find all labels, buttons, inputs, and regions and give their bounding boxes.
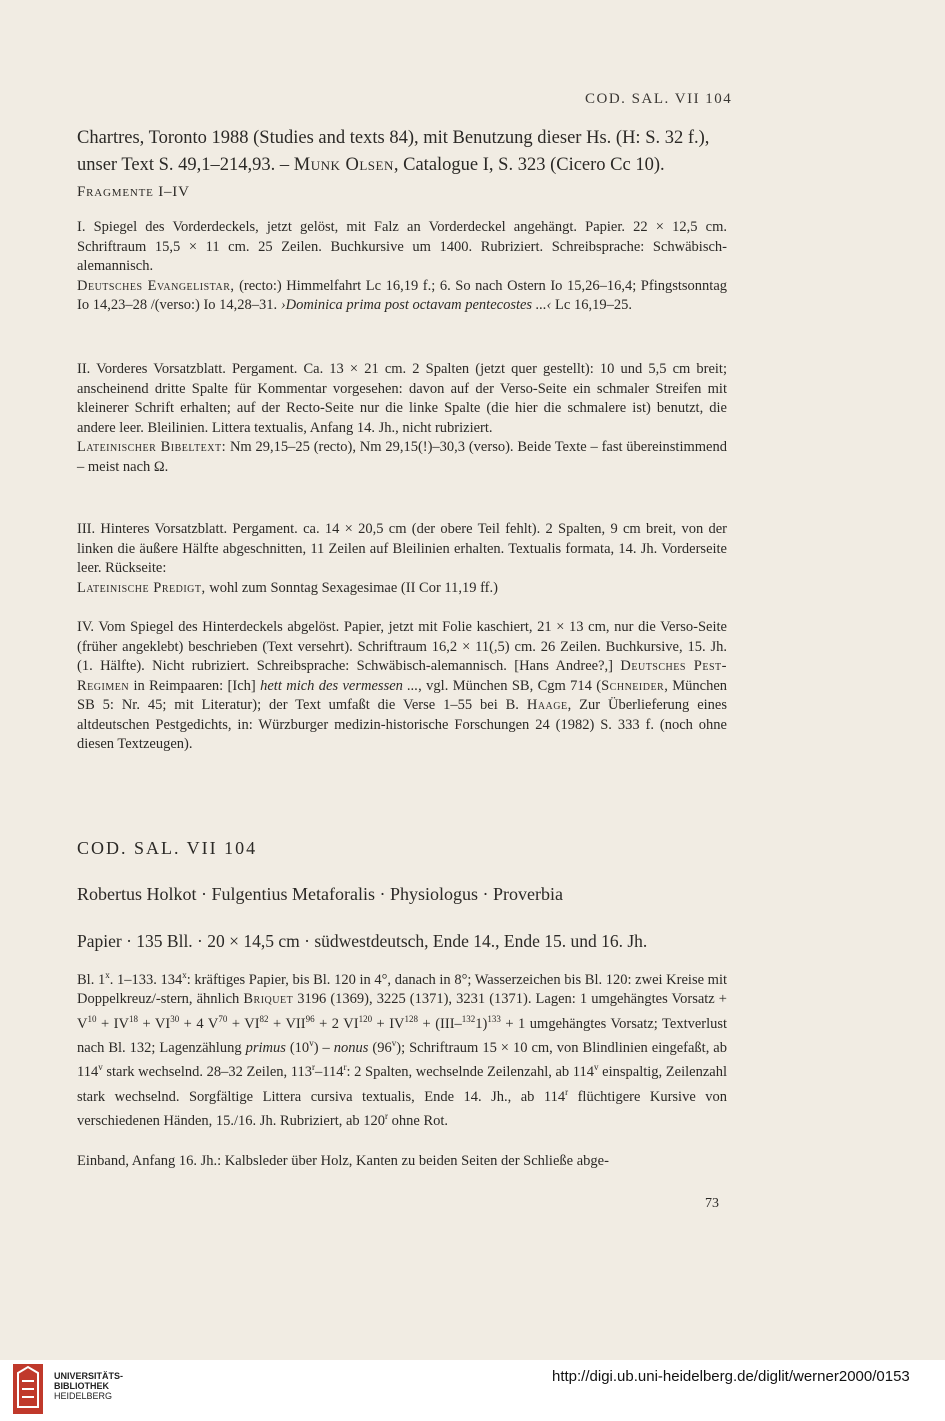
fragment-4-text-2: in Reimpaaren: [Ich] <box>129 677 261 694</box>
footer-bar <box>0 1360 945 1421</box>
reference-line-2-pre: unser Text S. 49,1–214,93. – <box>77 155 294 175</box>
fragment-4-work: Deutsches Pest-Regimen <box>77 658 727 694</box>
fragment-1-content: (recto:) Himmelfahrt Lc 16,19 f.; 6. So nach Ostern Io 15,26–16,4; Pfingstsonntag Io 14,23–28 /(verso:) Io 14,28–31. <box>77 277 728 313</box>
fragment-3-content: wohl zum Sonntag Sexagesimae (II Cor 11,19 ff.) <box>205 579 498 596</box>
reference-paragraph <box>77 125 727 179</box>
fragment-4 <box>77 618 727 755</box>
logo-line-1: UNIVERSITÄTS- <box>54 1371 124 1381</box>
fragment-1-text: I. Spiegel des Vorderdeckels, jetzt gelöst, mit Falz an Vorderdeckel angehängt. Papier. 22 × 12,5 cm. Schriftraum 15,5 × 11 cm. 25 Zeilen. Buchkursive um 1400. Rubriziert. Schreibsprache: Schwäbisch-alemannisch. <box>77 219 727 274</box>
logo-line-3: HEIDELBERG <box>54 1391 113 1401</box>
description-primus: primus <box>245 1039 286 1056</box>
description-text-3: : kräftiges Papier, bis Bl. 120 in 4°, danach in 8°; Wasserzeichen bis Bl. 120: zwei Kreise mit Doppelkreuz/-stern, ähnlich <box>77 971 727 1008</box>
fragment-1-incipit: ›Dominica prima post octavam pentecostes ...‹ <box>280 297 552 313</box>
description-text-1: Bl. 1 <box>77 971 106 988</box>
university-library-logo-icon <box>12 1363 44 1415</box>
fragment-3-work: Lateinische Predigt, <box>77 579 206 596</box>
description-text-4: 3196 (1369), 3225 (1371), 3231 (1371). Lagen: 1 umgehängtes Vorsatz + V <box>77 991 727 1032</box>
fragment-2-text: II. Vorderes Vorsatzblatt. Pergament. Ca. 13 × 21 cm. 2 Spalten (jetzt quer gestellt): 10 und 5,5 cm breit; anscheinend dritte Spalte für Kommentar vorgesehen: davon auf der Verso-Seite ein schmaler Streifen mit kleinerer Schrift erhalten; auf der Recto-Seite nur die linke Spalte (die hier die schmalere ist) benutzt, die andere leer. Bleilinien. Littera textualis, Anfang 14. Jh., nicht rubriziert. <box>77 361 727 436</box>
fragment-4-author-2: Haage <box>526 697 568 713</box>
codex-description: Bl. 1$^x$. 1–133. 134$^x$: kräftiges Papier, bis Bl. 120 in 4°, danach in 8°; Wasserzeichen bis Bl. 120: zwei Kreise mit Doppelkreuz/-stern, ähnlich Briquet 3196 (1369), 3225 (1371), 3231 (1371). Lagen: 1 umgehängtes Vorsatz + $V^{10} + IV^{18} + VI^{30} + 4$ $V^{70} + VI^{82} + VII^{96} + 2$ $VI^{120} + IV^{128} + (III-^{132}1)^{133} + 1$ umgehängtes Vorsatz; Textverlust nach Bl. 132; Lagenzählung primus (10$^v$) – nonus (96$^v$); Schriftraum 15 × 10 cm, von Blindlinien eingefaßt, ab 114$^v$ stark wechselnd. 28–32 Zeilen, 113$^r$–114$^r$: 2 Spalten, wechselnde Zeilenzahl, ab 114$^v$ einspaltig, Zeilenzahl stark wechselnd. Sorgfältige Littera cursiva textualis, Ende 14. Jh., ab 114$^r$ flüchtigere Kursive von verschiedenen Händen, 15./16. Jh. Rubriziert, ab 120$^r$ ohne Rot. <box>77 970 728 1129</box>
library-logo-text <box>54 1371 123 1401</box>
fragment-1 <box>77 218 727 316</box>
fragment-4-text-3: , vgl. München SB, Cgm 714 ( <box>418 677 602 694</box>
fragment-2-work: Lateinischer Bibeltext: <box>77 439 227 455</box>
codex-title: Robertus Holkot · Fulgentius Metaforalis · Physiologus · Proverbia <box>77 884 563 904</box>
fragment-4-incipit: hett mich des vermessen ... <box>260 677 419 694</box>
fragments-heading: Fragmente I–IV <box>77 184 190 200</box>
source-url-link[interactable]: http://digi.ub.uni-heidelberg.de/diglit/werner2000/0153 <box>552 1368 910 1385</box>
fragment-2 <box>77 360 727 477</box>
binding-text: Einband, Anfang 16. Jh.: Kalbsleder über Holz, Kanten zu beiden Seiten der Schließe abge- <box>77 1153 609 1169</box>
fragment-4-text: IV. Vom Spiegel des Hinterdeckels abgelöst. Papier, jetzt mit Folie kaschiert, 21 × 13 cm, nur die Verso-Seite (früher angeklebt) beschrieben (Text versehrt). Schriftraum 16,2 × 11(,5) cm. 26 Zeilen. Buchkursive, 15. Jh. (1. Hälfte). Nicht rubriziert. Schreibsprache: Schwäbisch-alemannisch. [Hans Andree?,] <box>77 619 727 674</box>
logo-line-2: BIBLIOTHEK <box>54 1381 109 1391</box>
fragment-1-end: Lc 16,19–25. <box>551 297 632 313</box>
reference-author: Munk Olsen <box>293 155 394 175</box>
reference-line-1: Chartres, Toronto 1988 (Studies and texts 84), mit Benutzung dieser Hs. (H: S. 32 f.), <box>77 128 710 148</box>
codex-meta: Papier · 135 Bll. · 20 × 14,5 cm · südwestdeutsch, Ende 14., Ende 15. und 16. Jh. <box>77 931 648 951</box>
reference-line-2-post: , Catalogue I, S. 323 (Cicero Cc 10). <box>393 155 665 175</box>
fragment-2-content: Nm 29,15–25 (recto), Nm 29,15(!)–30,3 (verso). Beide Texte – fast übereinstimmend – meist nach Ω. <box>77 439 727 475</box>
page-number: 73 <box>705 1196 719 1211</box>
fragment-1-work: Deutsches Evangelistar, <box>77 277 235 294</box>
description-nonus: nonus <box>333 1039 369 1056</box>
description-briquet: Briquet <box>243 991 294 1008</box>
fragment-4-text-5: , Zur Überlieferung eines altdeutschen Pestgedichts, in: Würzburger medizin-historische Forschungen 24 (1982) S. 333 f. (noch ohne diesen Textzeugen). <box>77 697 727 752</box>
fragment-4-author-1: Schneider <box>601 677 665 694</box>
description-text-2: . 1–133. 134 <box>109 971 183 988</box>
fragment-3 <box>77 520 727 598</box>
fragment-4-text-4: , München SB 5: Nr. 45; mit Literatur); der Text umfaßt die Verse 1–55 bei B. <box>77 677 728 713</box>
fragment-3-text: III. Hinteres Vorsatzblatt. Pergament. ca. 14 × 20,5 cm (der obere Teil fehlt). 2 Spalten, 9 cm breit, von der linken die äußere Hälfte abgeschnitten, 11 Zeilen auf Bleilinien erhalten. Textualis formata, 14. Jh. Vorderseite leer. Rückseite: <box>77 521 727 576</box>
codex-heading: COD. SAL. VII 104 <box>77 838 258 858</box>
running-head: COD. SAL. VII 104 <box>585 91 733 107</box>
